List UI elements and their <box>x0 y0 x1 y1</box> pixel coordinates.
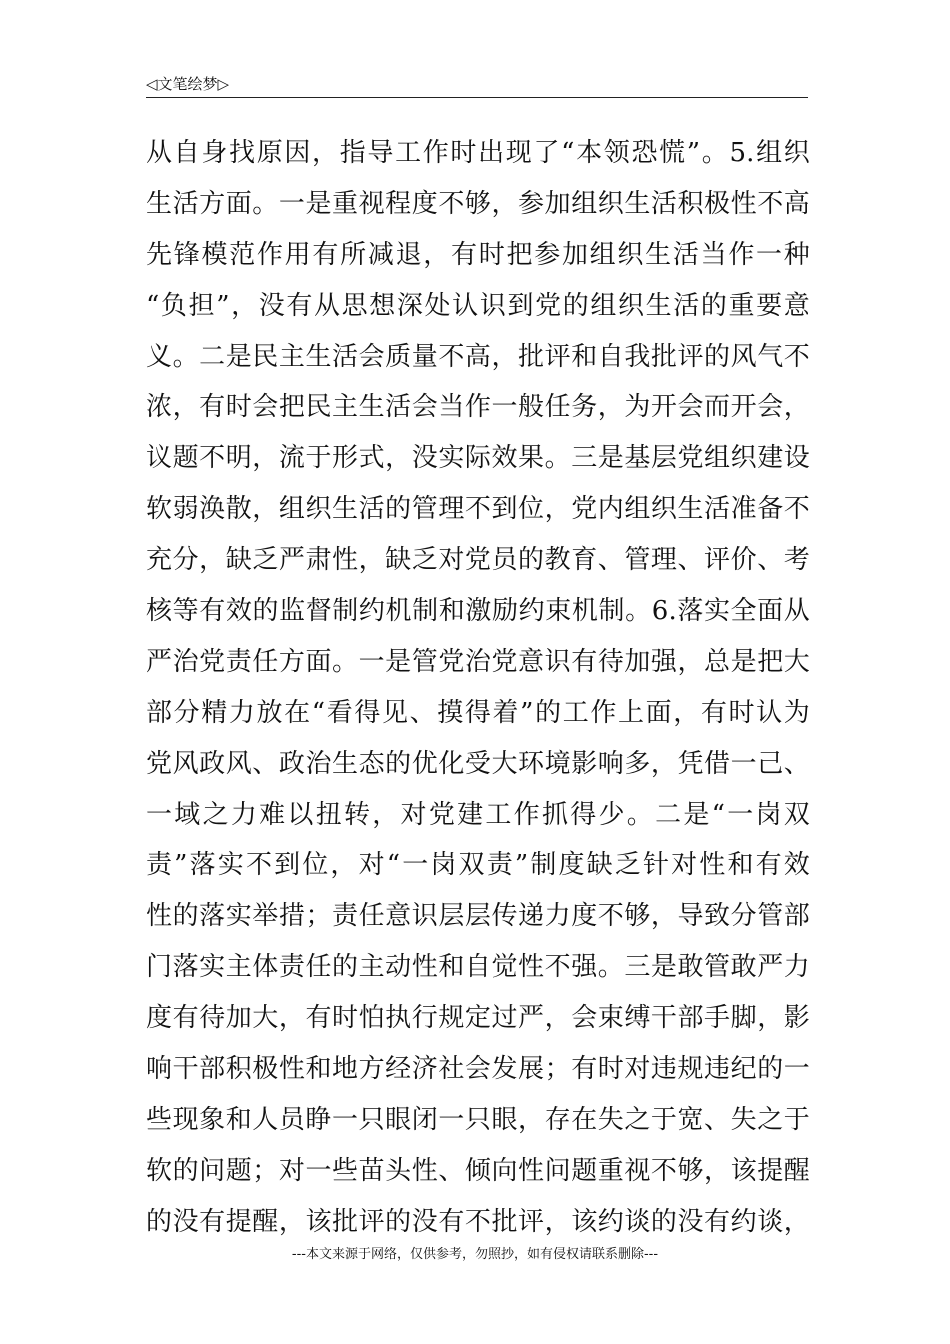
header-divider <box>146 97 808 98</box>
document-body <box>146 128 810 1248</box>
body-line: 生活方面。一是重视程度不够，参加组织生活积极性不高 <box>146 188 810 219</box>
body-line: “负担”，没有从思想深处认识到党的组织生活的重要意 <box>146 290 810 321</box>
body-line: 先锋模范作用有所减退，有时把参加组织生活当作一种 <box>146 239 810 270</box>
body-line: 党风政风、政治生态的优化受大环境影响多，凭借一己、 <box>146 748 810 779</box>
body-line: 核等有效的监督制约机制和激励约束机制。6.落实全面从 <box>146 596 810 627</box>
page-header <box>146 74 808 98</box>
body-line: 门落实主体责任的主动性和自觉性不强。三是敢管敢严力 <box>146 952 810 983</box>
body-line: 一域之力难以扭转，对党建工作抓得少。二是“一岗双 <box>146 799 810 830</box>
body-line: 软的问题；对一些苗头性、倾向性问题重视不够，该提醒 <box>146 1155 810 1186</box>
body-line: 些现象和人员睁一只眼闭一只眼，存在失之于宽、失之于 <box>146 1104 810 1135</box>
body-line: 议题不明，流于形式，没实际效果。三是基层党组织建设 <box>146 443 810 474</box>
body-line: 严治党责任方面。一是管党治党意识有待加强，总是把大 <box>146 646 810 677</box>
body-line: 充分，缺乏严肃性，缺乏对党员的教育、管理、评价、考 <box>146 545 810 576</box>
body-line: 响干部积极性和地方经济社会发展；有时对违规违纪的一 <box>146 1054 810 1085</box>
body-line: 性的落实举措；责任意识层层传递力度不够，导致分管部 <box>146 901 810 932</box>
body-line: 软弱涣散，组织生活的管理不到位，党内组织生活准备不 <box>146 494 810 525</box>
body-line: 从自身找原因，指导工作时出现了“本领恐慌”。5.组织 <box>146 138 810 168</box>
body-line: 的没有提醒，该批评的没有不批评，该约谈的没有约谈， <box>146 1206 810 1237</box>
footer-disclaimer: ---本文来源于网络，仅供参考，勿照抄，如有侵权请联系删除--- <box>291 1247 659 1262</box>
header-title: ◁文笔绘梦▷ <box>146 75 230 93</box>
body-line: 责”落实不到位，对“一岗双责”制度缺乏针对性和有效 <box>146 850 810 881</box>
body-line: 浓，有时会把民主生活会当作一般任务，为开会而开会， <box>146 392 810 423</box>
body-line: 义。二是民主生活会质量不高，批评和自我批评的风气不 <box>146 341 810 372</box>
body-line: 部分精力放在“看得见、摸得着”的工作上面，有时认为 <box>146 697 810 728</box>
body-line: 度有待加大，有时怕执行规定过严，会束缚干部手脚，影 <box>146 1003 810 1034</box>
